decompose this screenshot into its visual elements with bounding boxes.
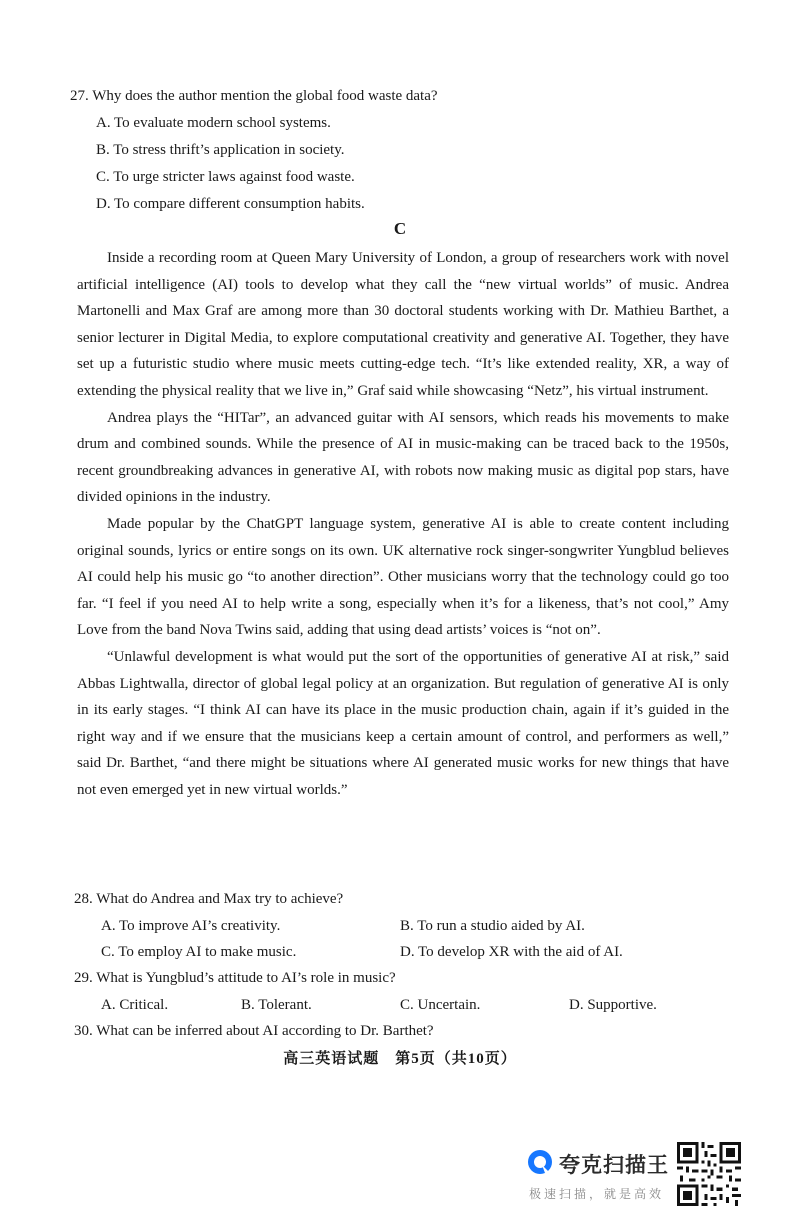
paragraph-1: Inside a recording room at Queen Mary University of London, a group of researchers work with novel artificial intelligence (AI) tools to develop what they call the “new virtual worlds” of music. Andrea Martonelli and Max Graf are among more than 30 doctoral students working with Dr. Mathieu Barthet, a senior lecturer in Digital Media, to explore computational creativity and generative AI. Together, they have set up a futuristic studio where music meets cutting-edge tech. “It’s like extended reality, XR, a way of extending the physical reality that we live in,” Graf said while showcasing “Netz”, his virtual instrument.: [77, 250, 729, 399]
qr-code-icon: [677, 1142, 741, 1206]
scanner-watermark: [527, 1143, 675, 1203]
q29-option-c: C. Uncertain.: [400, 997, 481, 1013]
question-30: 30. What can be inferred about AI according to Dr. Barthet?: [74, 1023, 434, 1039]
question-28: 28. What do Andrea and Max try to achieve?: [74, 891, 344, 907]
passage: [77, 245, 729, 803]
q28-option-d: D. To develop XR with the aid of AI.: [400, 944, 623, 960]
watermark-brand: 夸克扫描王: [559, 1153, 669, 1177]
paragraph-3: Made popular by the ChatGPT language system, generative AI is able to create content including original sounds, lyrics or entire songs on its own. UK alternative rock singer-songwriter Yungblud believes AI could help his music go “to another direction”. Other musicians worry that the technology could go too far. “I feel if you need AI to help write a song, especially when it’s for a likeness, that’s not cool,” Amy Love from the band Nova Twins said, adding that using dead artists’ voices is “not on”.: [77, 515, 729, 639]
q28-option-a: A. To improve AI’s creativity.: [101, 918, 281, 934]
q27-option-c: C. To urge stricter laws against food waste.: [96, 169, 355, 185]
paragraph-4: “Unlawful development is what would put the sort of the opportunities of generative AI at risk,” said Abbas Lightwalla, director of global legal policy at an organization. But regulation of generative AI is only in its early stages. “I think AI can have its place in the music production chain, again if it’s guided in the right way and if we ensure that the musicians keep a certain amount of control, and performers as well,” said Dr. Barthet, “and there might be situations where AI generated music works for new things that have not even emerged yet in new virtual worlds.”: [77, 648, 729, 798]
q28-option-c: C. To employ AI to make music.: [101, 944, 297, 960]
question-29: 29. What is Yungblud’s attitude to AI’s role in music?: [74, 970, 396, 986]
q29-option-a: A. Critical.: [101, 997, 169, 1013]
q29-option-d: D. Supportive.: [569, 997, 657, 1013]
page-footer: 高三英语试题 第5页（共10页）: [283, 1051, 517, 1067]
question-27: 27. Why does the author mention the global food waste data?: [70, 88, 438, 104]
q27-option-d: D. To compare different consumption habits.: [96, 196, 365, 212]
q27-option-a: A. To evaluate modern school systems.: [96, 115, 331, 131]
q29-option-b: B. Tolerant.: [241, 997, 312, 1013]
paragraph-2: Andrea plays the “HITar”, an advanced guitar with AI sensors, which reads his movements to make drum and combined sounds. While the presence of AI in music-making can be traced back to the 1950s, recent groundbreaking advances in generative AI, with robots now making music as digital pop stars, have divided opinions in the industry.: [77, 409, 729, 506]
section-heading: C: [393, 219, 407, 238]
watermark-slogan: 极速扫描，就是高效: [529, 1187, 665, 1201]
q27-option-b: B. To stress thrift’s application in society.: [96, 142, 345, 158]
quark-logo-icon: [527, 1149, 553, 1175]
q28-option-b: B. To run a studio aided by AI.: [400, 918, 585, 934]
